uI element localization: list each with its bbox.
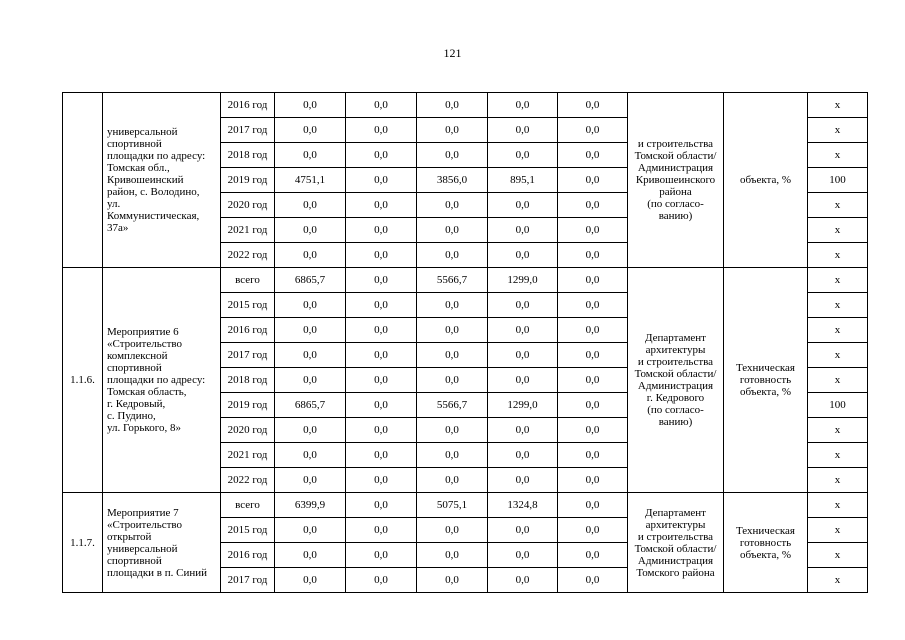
federal-value: 0,0 <box>346 143 417 168</box>
federal-value: 0,0 <box>346 368 417 393</box>
target-value: х <box>808 543 868 568</box>
local-value: 0,0 <box>488 118 558 143</box>
table-row <box>63 493 868 518</box>
regional-value: 0,0 <box>417 318 488 343</box>
local-value: 1324,8 <box>488 493 558 518</box>
target-value: х <box>808 193 868 218</box>
target-value: х <box>808 493 868 518</box>
regional-value: 0,0 <box>417 443 488 468</box>
federal-value: 0,0 <box>346 118 417 143</box>
program-table <box>62 92 868 593</box>
table-row <box>63 93 868 118</box>
regional-value: 5075,1 <box>417 493 488 518</box>
other-value: 0,0 <box>558 468 628 493</box>
local-value: 1299,0 <box>488 393 558 418</box>
other-value: 0,0 <box>558 118 628 143</box>
table-row <box>63 268 868 293</box>
local-value: 0,0 <box>488 218 558 243</box>
regional-value: 0,0 <box>417 418 488 443</box>
local-value: 0,0 <box>488 543 558 568</box>
local-value: 0,0 <box>488 518 558 543</box>
period-cell: 2016 год <box>221 93 275 118</box>
target-value: х <box>808 118 868 143</box>
item-description: универсальной спортивной площадки по адресу: Томская обл., Кривошеинский район, с. Володино, ул. Коммунистическая, 37а» <box>103 93 221 268</box>
federal-value: 0,0 <box>346 268 417 293</box>
item-code: 1.1.6. <box>63 268 103 493</box>
total-value: 0,0 <box>275 93 346 118</box>
indicator-cell: Техническая готовность объекта, % <box>724 268 808 493</box>
total-value: 0,0 <box>275 343 346 368</box>
executor-cell: Департамент архитектуры и строительства Томской области/ Администрация Томского района <box>628 493 724 593</box>
period-cell: 2020 год <box>221 193 275 218</box>
period-cell: всего <box>221 493 275 518</box>
local-value: 1299,0 <box>488 268 558 293</box>
federal-value: 0,0 <box>346 193 417 218</box>
executor-cell: Департамент архитектуры и строительства Томской области/ Администрация г. Кедрового (по согласо- ванию) <box>628 268 724 493</box>
local-value: 0,0 <box>488 143 558 168</box>
regional-value: 0,0 <box>417 218 488 243</box>
period-cell: 2022 год <box>221 243 275 268</box>
local-value: 0,0 <box>488 318 558 343</box>
local-value: 0,0 <box>488 568 558 593</box>
period-cell: 2018 год <box>221 368 275 393</box>
federal-value: 0,0 <box>346 568 417 593</box>
local-value: 0,0 <box>488 468 558 493</box>
target-value: х <box>808 143 868 168</box>
other-value: 0,0 <box>558 93 628 118</box>
federal-value: 0,0 <box>346 218 417 243</box>
item-description: Мероприятие 7 «Строительство открытой универсальной спортивной площадки в п. Синий <box>103 493 221 593</box>
period-cell: 2015 год <box>221 293 275 318</box>
federal-value: 0,0 <box>346 293 417 318</box>
federal-value: 0,0 <box>346 343 417 368</box>
total-value: 6865,7 <box>275 268 346 293</box>
period-cell: 2019 год <box>221 168 275 193</box>
period-cell: 2020 год <box>221 418 275 443</box>
total-value: 6399,9 <box>275 493 346 518</box>
total-value: 0,0 <box>275 443 346 468</box>
local-value: 0,0 <box>488 193 558 218</box>
target-value: х <box>808 243 868 268</box>
other-value: 0,0 <box>558 418 628 443</box>
item-code: 1.1.7. <box>63 493 103 593</box>
total-value: 0,0 <box>275 468 346 493</box>
other-value: 0,0 <box>558 543 628 568</box>
regional-value: 0,0 <box>417 518 488 543</box>
other-value: 0,0 <box>558 243 628 268</box>
federal-value: 0,0 <box>346 443 417 468</box>
federal-value: 0,0 <box>346 93 417 118</box>
regional-value: 0,0 <box>417 343 488 368</box>
indicator-cell: объекта, % <box>724 93 808 268</box>
period-cell: 2021 год <box>221 443 275 468</box>
target-value: х <box>808 568 868 593</box>
item-code <box>63 93 103 268</box>
local-value: 0,0 <box>488 368 558 393</box>
period-cell: 2016 год <box>221 543 275 568</box>
local-value: 895,1 <box>488 168 558 193</box>
other-value: 0,0 <box>558 568 628 593</box>
regional-value: 0,0 <box>417 368 488 393</box>
federal-value: 0,0 <box>346 493 417 518</box>
period-cell: 2015 год <box>221 518 275 543</box>
period-cell: 2022 год <box>221 468 275 493</box>
total-value: 0,0 <box>275 118 346 143</box>
other-value: 0,0 <box>558 493 628 518</box>
other-value: 0,0 <box>558 393 628 418</box>
federal-value: 0,0 <box>346 543 417 568</box>
total-value: 6865,7 <box>275 393 346 418</box>
table-body <box>63 93 868 593</box>
local-value: 0,0 <box>488 93 558 118</box>
other-value: 0,0 <box>558 318 628 343</box>
federal-value: 0,0 <box>346 393 417 418</box>
page-number: 121 <box>443 46 462 60</box>
other-value: 0,0 <box>558 218 628 243</box>
local-value: 0,0 <box>488 443 558 468</box>
other-value: 0,0 <box>558 168 628 193</box>
target-value: х <box>808 468 868 493</box>
total-value: 0,0 <box>275 218 346 243</box>
target-value: х <box>808 293 868 318</box>
period-cell: всего <box>221 268 275 293</box>
total-value: 0,0 <box>275 368 346 393</box>
regional-value: 0,0 <box>417 118 488 143</box>
other-value: 0,0 <box>558 143 628 168</box>
local-value: 0,0 <box>488 343 558 368</box>
regional-value: 0,0 <box>417 93 488 118</box>
item-description: Мероприятие 6 «Строительство комплексной спортивной площадки по адресу: Томская область, г. Кедровый, с. Пудино, ул. Горького, 8» <box>103 268 221 493</box>
total-value: 0,0 <box>275 293 346 318</box>
period-cell: 2018 год <box>221 143 275 168</box>
total-value: 0,0 <box>275 518 346 543</box>
target-value: х <box>808 318 868 343</box>
total-value: 0,0 <box>275 318 346 343</box>
other-value: 0,0 <box>558 343 628 368</box>
other-value: 0,0 <box>558 443 628 468</box>
target-value: х <box>808 443 868 468</box>
federal-value: 0,0 <box>346 418 417 443</box>
total-value: 4751,1 <box>275 168 346 193</box>
target-value: х <box>808 343 868 368</box>
other-value: 0,0 <box>558 293 628 318</box>
total-value: 0,0 <box>275 143 346 168</box>
regional-value: 5566,7 <box>417 393 488 418</box>
other-value: 0,0 <box>558 193 628 218</box>
target-value: 100 <box>808 393 868 418</box>
period-cell: 2017 год <box>221 343 275 368</box>
federal-value: 0,0 <box>346 468 417 493</box>
federal-value: 0,0 <box>346 243 417 268</box>
executor-cell: и строительства Томской области/ Администрация Кривошеинского района (по согласо- ванию) <box>628 93 724 268</box>
target-value: х <box>808 268 868 293</box>
total-value: 0,0 <box>275 193 346 218</box>
target-value: х <box>808 368 868 393</box>
federal-value: 0,0 <box>346 168 417 193</box>
total-value: 0,0 <box>275 568 346 593</box>
regional-value: 3856,0 <box>417 168 488 193</box>
period-cell: 2021 год <box>221 218 275 243</box>
total-value: 0,0 <box>275 243 346 268</box>
other-value: 0,0 <box>558 268 628 293</box>
target-value: 100 <box>808 168 868 193</box>
target-value: х <box>808 418 868 443</box>
period-cell: 2019 год <box>221 393 275 418</box>
total-value: 0,0 <box>275 418 346 443</box>
other-value: 0,0 <box>558 518 628 543</box>
regional-value: 5566,7 <box>417 268 488 293</box>
regional-value: 0,0 <box>417 243 488 268</box>
regional-value: 0,0 <box>417 293 488 318</box>
regional-value: 0,0 <box>417 543 488 568</box>
federal-value: 0,0 <box>346 318 417 343</box>
period-cell: 2017 год <box>221 118 275 143</box>
local-value: 0,0 <box>488 243 558 268</box>
regional-value: 0,0 <box>417 143 488 168</box>
federal-value: 0,0 <box>346 518 417 543</box>
target-value: х <box>808 93 868 118</box>
total-value: 0,0 <box>275 543 346 568</box>
regional-value: 0,0 <box>417 193 488 218</box>
period-cell: 2017 год <box>221 568 275 593</box>
target-value: х <box>808 518 868 543</box>
target-value: х <box>808 218 868 243</box>
regional-value: 0,0 <box>417 568 488 593</box>
period-cell: 2016 год <box>221 318 275 343</box>
indicator-cell: Техническая готовность объекта, % <box>724 493 808 593</box>
local-value: 0,0 <box>488 418 558 443</box>
local-value: 0,0 <box>488 293 558 318</box>
other-value: 0,0 <box>558 368 628 393</box>
regional-value: 0,0 <box>417 468 488 493</box>
